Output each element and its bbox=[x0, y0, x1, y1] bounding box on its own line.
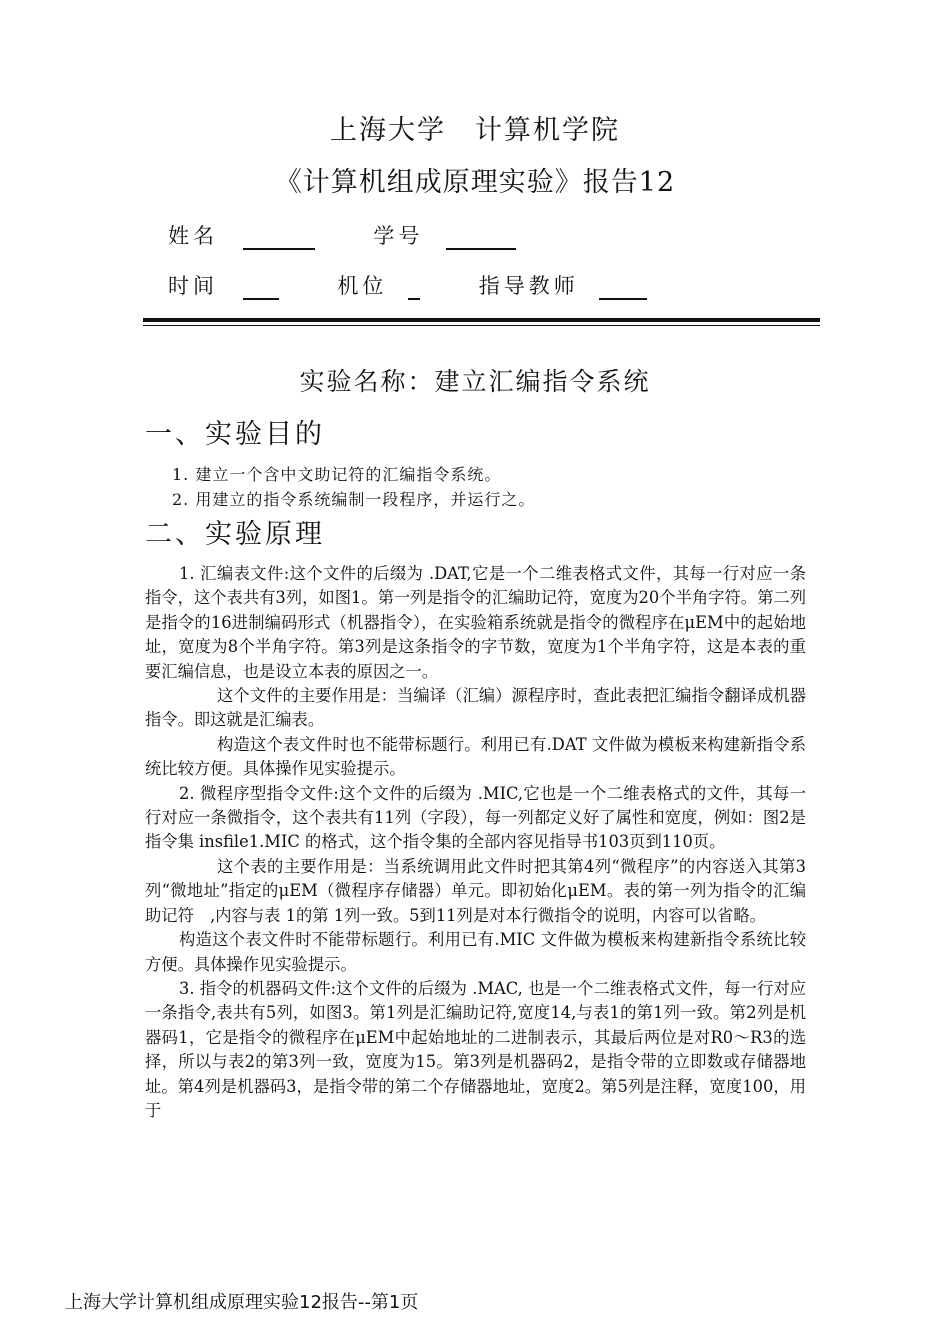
name-label: 姓名 bbox=[168, 224, 218, 248]
teacher-blank bbox=[599, 276, 647, 300]
student-info-row bbox=[168, 220, 516, 250]
purpose-list bbox=[172, 462, 535, 512]
paragraph: 这个文件的主要作用是：当编译（汇编）源程序时，查此表把汇编指令翻译成机器指令。即这就是汇编表。 bbox=[145, 686, 806, 730]
page-footer: 上海大学计算机组成原理实验12报告--第1页 bbox=[65, 1292, 419, 1313]
list-item: 1. 建立一个含中文助记符的汇编指令系统。 bbox=[172, 465, 502, 484]
name-blank bbox=[243, 226, 315, 250]
report-title: 《计算机组成原理实验》报告12 bbox=[274, 167, 676, 198]
paragraph: 3. 指令的机器码文件:这个文件的后缀为 .MAC, 也是一个二维表格式文件，每一行对应一条指令,表共有5列，如图3。第1列是汇编助记符,宽度14,与表1的第1列一致。第2列是机器码1，它是指令的微程序在μEM中起始地址的二进制表示，其最后两位是对R0～R3的选择，所以与表2的第3列一致，宽度为15。第3列是机器码2，是指令带的立即数或存储器地址。第4列是机器码3，是指令带的第二个存储器地址，宽度2。第5列是注释，宽度100，用于 bbox=[145, 978, 806, 1120]
list-item: 2. 用建立的指令系统编制一段程序，并运行之。 bbox=[172, 490, 536, 509]
time-blank bbox=[243, 276, 279, 300]
student-id-blank bbox=[446, 226, 516, 250]
seat-blank bbox=[408, 276, 420, 300]
principle-body bbox=[145, 562, 806, 1123]
teacher-label: 指导教师 bbox=[478, 274, 579, 298]
university-title: 上海大学 计算机学院 bbox=[330, 115, 620, 146]
header-divider-thin bbox=[143, 325, 820, 326]
header-divider-thick bbox=[143, 318, 820, 322]
seat-label: 机位 bbox=[337, 274, 388, 298]
experiment-name: 实验名称：建立汇编指令系统 bbox=[299, 367, 651, 396]
time-label: 时间 bbox=[168, 274, 218, 298]
paragraph: 2. 微程序型指令文件:这个文件的后缀为 .MIC,它也是一个二维表格式的文件，其每一行对应一条微指令，这个表共有11列（字段），每一列都定义好了属性和宽度，例如：图2是指令集 insfile1.MIC 的格式，这个指令集的全部内容见指导书103页到110页。 bbox=[145, 783, 806, 852]
section-heading-principle: 二、实验原理 bbox=[145, 519, 325, 550]
student-id-label: 学号 bbox=[373, 224, 424, 248]
session-info-row bbox=[168, 270, 647, 300]
paragraph: 这个表的主要作用是：当系统调用此文件时把其第4列“微程序”的内容送入其第3列“微地址”指定的μEM（微程序存储器）单元。即初始化μEM。表的第一列为指令的汇编助记符 ,内容与表 1的第 1列一致。5到11列是对本行微指令的说明，内容可以省略。 bbox=[145, 856, 806, 925]
paragraph: 构造这个表文件时不能带标题行。利用已有.MIC 文件做为模板来构建新指令系统比较方便。具体操作见实验提示。 bbox=[145, 930, 806, 974]
paragraph: 构造这个表文件时也不能带标题行。利用已有.DAT 文件做为模板来构建新指令系统比较方便。具体操作见实验提示。 bbox=[145, 734, 806, 779]
paragraph: 1. 汇编表文件:这个文件的后缀为 .DAT,它是一个二维表格式文件，其每一行对应一条指令，这个表共有3列，如图1。第一列是指令的汇编助记符，宽度为20个半角字符。第二列是指令的16进制编码形式（机器指令），在实验箱系统就是指令的微程序在μEM中的起始地址，宽度为8个半角字符。第3列是这条指令的字节数，宽度为1个半角字符，这是本表的重要汇编信息，也是设立本表的原因之一。 bbox=[145, 564, 806, 681]
section-heading-purpose: 一、实验目的 bbox=[145, 419, 325, 450]
